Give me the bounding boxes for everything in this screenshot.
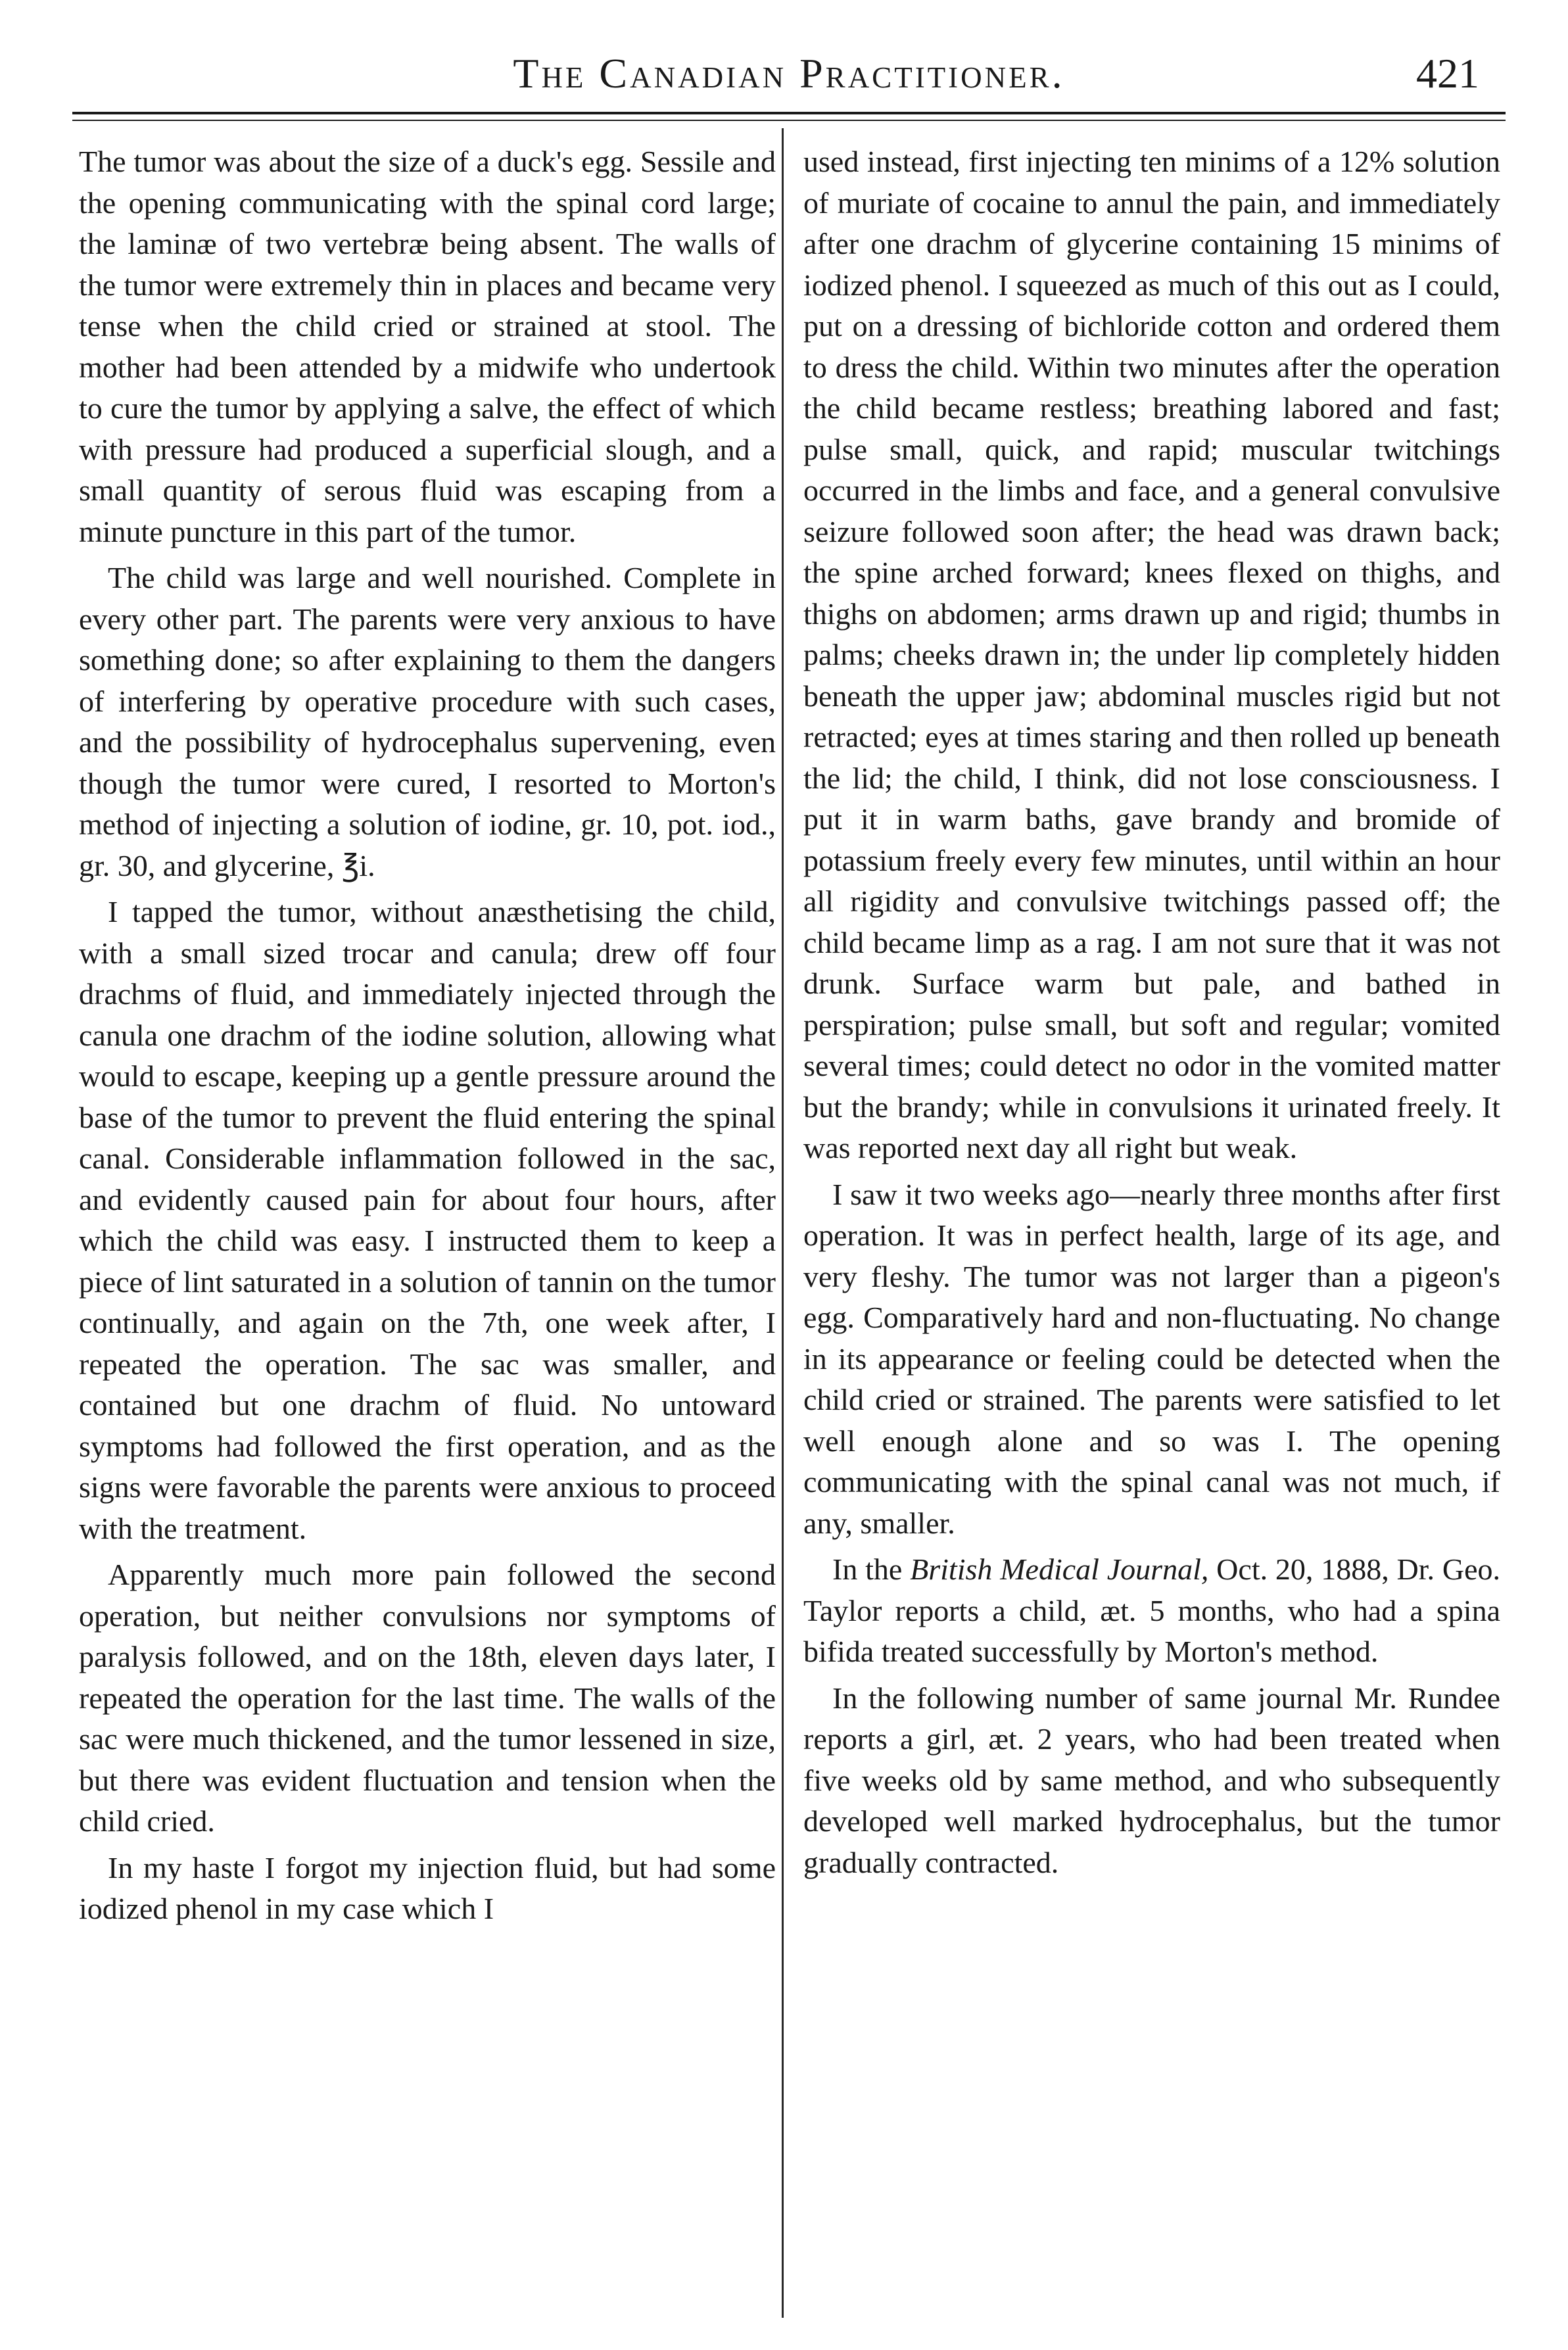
page-number: 421: [1416, 50, 1479, 97]
paragraph: I saw it two weeks ago—nearly three months after first operation. It was in perfect health, large of its age, and very fleshy. The tumor was not larger than a pigeon's egg. Comparatively hard and non-fluctuating. No change in its appearance or feeling could be detected when the child cried or strained. The parents were satisfied to let well enough alone and so was I. The opening communicating with the spinal canal was not much, if any, smaller.: [803, 1177, 1500, 1540]
paragraph: The child was large and well nourished. Complete in every other part. The parents were very anxious to have something done; so after explaining to them the dangers of interfering by operative procedure with such cases, and the possibility of hydrocephalus supervening, even though the tumor were cured, I resorted to Morton's method of injecting a solution of iodine, gr. 10, pot. iod., gr. 30, and glycerine, ℥i.: [79, 561, 776, 882]
paragraph: I tapped the tumor, without anæsthetising the child, with a small sized trocar and canula; drew off four drachms of fluid, and immediately injected through the canula one drachm of the iodine solution, allowing what would to escape, keeping up a gentle pressure around the base of the tumor to prevent the fluid entering the spinal canal. Considerable inflammation followed in the sac, and evidently caused pain for about four hours, after which the child was easy. I instructed them to keep a piece of lint saturated in a solution of tannin on the tumor continually, and again on the 7th, one week after, I repeated the operation. The sac was smaller, and contained but one drachm of fluid. No untoward symptoms had followed the first operation, and as the signs were favorable the parents were anxious to proceed with the treatment.: [79, 895, 776, 1545]
paragraph: In my haste I forgot my injection fluid, but had some iodized phenol in my case which I: [79, 1850, 776, 1925]
citation-lead: In the: [832, 1552, 911, 1586]
paragraph: Apparently much more pain followed the second operation, but neither convulsions nor symptoms of paralysis followed, and on the 18th, eleven days later, I repeated the operation for the last time. The walls of the sac were much thickened, and the tumor lessened in size, but there was evident fluctuation and tension when the child cried.: [79, 1558, 776, 1838]
citation-rest: Oct. 20, 1888, Dr. Geo. Taylor reports a child, æt. 5 months, who had a spina bifida treated successfully by Morton's method.: [803, 1552, 1501, 1668]
paragraph: The tumor was about the size of a duck's egg. Sessile and the opening communicating with the spinal cord large; the laminæ of two vertebræ being absent. The walls of the tumor were extremely thin in places and became very tense when the child cried or strained at stool. The mother had been attended by a midwife who undertook to cure the tumor by applying a salve, the effect of which with pressure had produced a superficial slough, and a small quantity of serous fluid was escaping from a minute puncture in this part of the tumor.: [79, 145, 776, 548]
header-rule-thin: [72, 120, 1506, 121]
paragraph: used instead, first injecting ten minims of a 12% solution of muriate of cocaine to annul the pain, and immediately after one drachm of glycerine containing 15 minims of iodized phenol. I squeezed as much of this out as I could, put on a dressing of bichloride cotton and ordered them to dress the child. Within two minutes after the operation the child became restless; breathing labored and fast; pulse small, quick, and rapid; muscular twitchings occurred in the limbs and face, and a general convulsive seizure followed soon after; the head was drawn back; the spine arched forward; knees flexed on thighs, and thighs on abdomen; arms drawn up and rigid; thumbs in palms; cheeks drawn in; the under lip completely hidden beneath the upper jaw; abdominal muscles rigid but not retracted; eyes at times staring and then rolled up beneath the lid; the child, I think, did not lose consciousness. I put it in warm baths, gave brandy and bromide of potassium freely every few minutes, until within an hour all rigidity and convulsive twitchings passed off; the child became limp as a rag. I am not sure that it was not drunk. Surface warm but pale, and bathed in perspiration; pulse small, but soft and regular; vomited several times; could detect no odor in the vomited matter but the brandy; while in convulsions it urinated freely. It was reported next day all right but weak.: [803, 145, 1500, 1164]
header-rule: [72, 112, 1506, 114]
right-column: [803, 141, 1500, 1883]
running-title: The Canadian Practitioner.: [513, 50, 1065, 97]
column-divider: [782, 128, 784, 2318]
paragraph-citation: [803, 1549, 1500, 1673]
page-header: [72, 36, 1506, 108]
journal-title: British Medical Journal,: [910, 1552, 1209, 1586]
left-column: [79, 141, 776, 1930]
paragraph: In the following number of same journal Mr. Rundee reports a girl, æt. 2 years, who had been treated when five weeks old by same method, and who subsequently developed well marked hydrocephalus, but the tumor gradually contracted.: [803, 1681, 1500, 1879]
